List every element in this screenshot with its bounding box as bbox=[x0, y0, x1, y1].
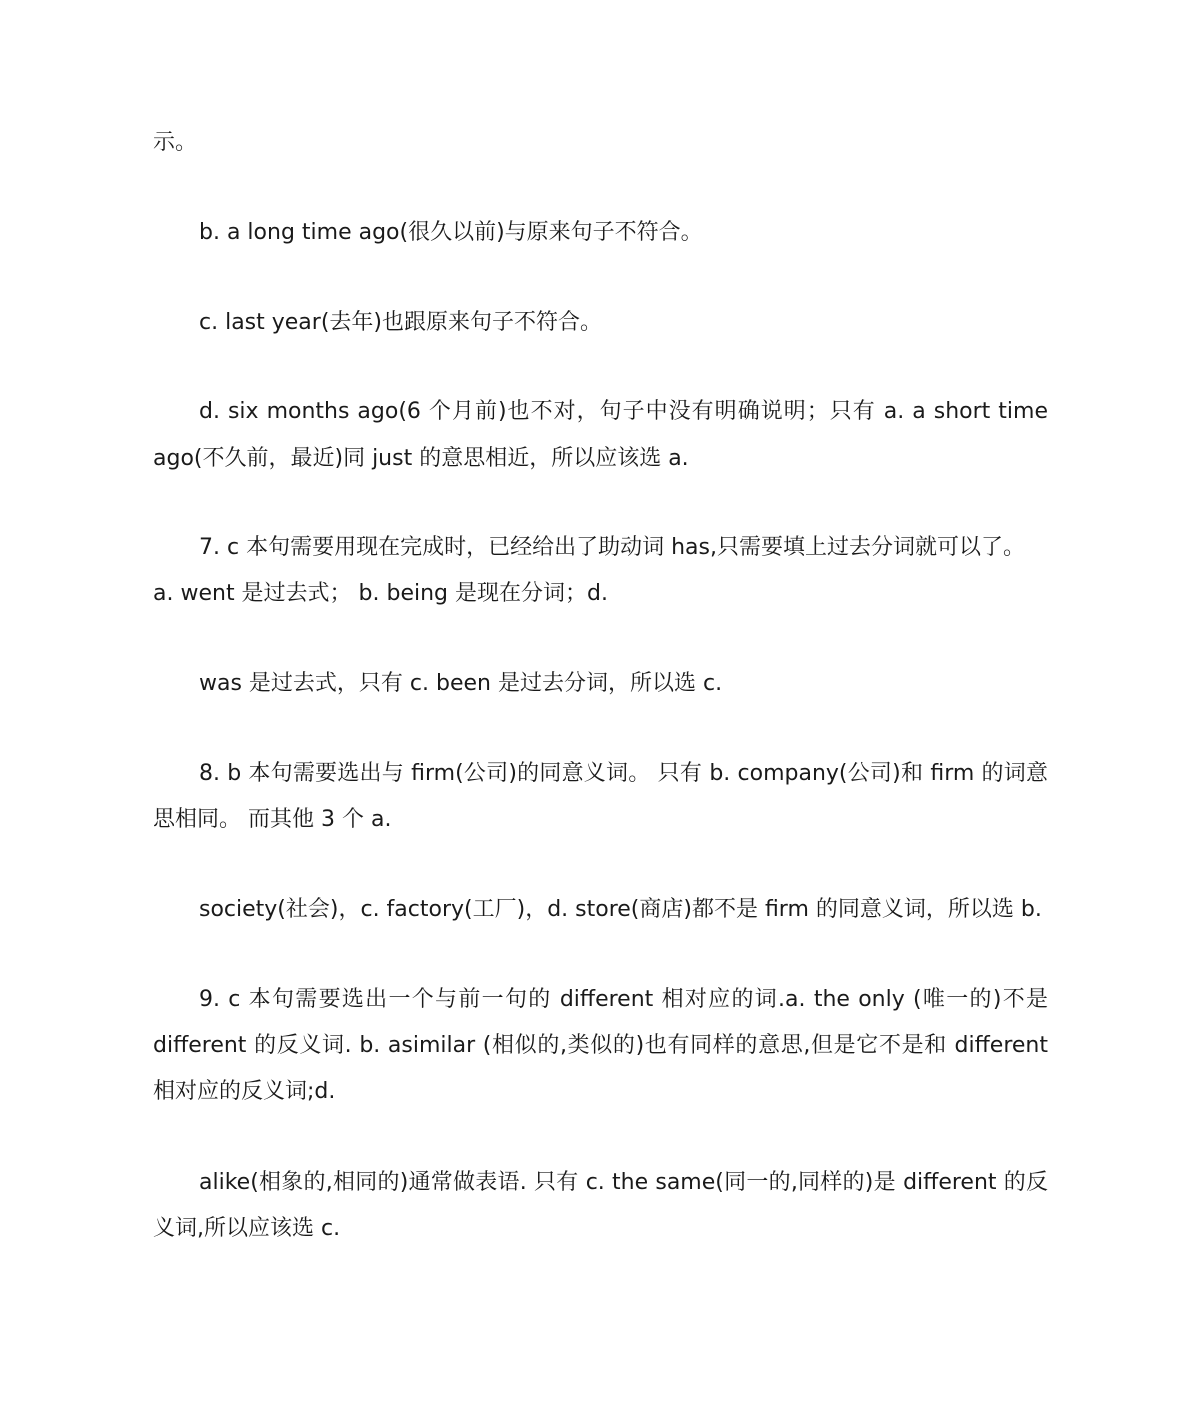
text-line: b. a long time ago(很久以前)与原来句子不符合。 bbox=[199, 220, 703, 245]
text-line: 思相同。 而其他 3 个 a. bbox=[153, 807, 392, 832]
text-line: 义词,所以应该选 c. bbox=[153, 1216, 341, 1241]
text-line: society(社会)，c. factory(工厂)，d. store(商店)都不是 firm 的同意义词，所以选 b. bbox=[199, 897, 1042, 922]
text-line: was 是过去式，只有 c. been 是过去分词，所以选 c. bbox=[199, 671, 723, 696]
text-line: c. last year(去年)也跟原来句子不符合。 bbox=[199, 310, 603, 335]
text-line: alike(相象的,相同的)通常做表语. 只有 c. the same(同一的,同样的)是 different 的反 bbox=[199, 1170, 1048, 1195]
text-line: 7. c 本句需要用现在完成时，已经给出了助动词 has,只需要填上过去分词就可以了。 bbox=[199, 535, 1025, 560]
text-line: 8. b 本句需要选出与 firm(公司)的同意义词。 只有 b. company(公司)和 firm 的词意 bbox=[199, 761, 1048, 786]
text-line: 9. c 本句需要选出一个与前一句的 different 相对应的词.a. the only (唯一的)不是 bbox=[199, 987, 1048, 1012]
text-line: different 的反义词. b. asimilar (相似的,类似的)也有同样的意思,但是它不是和 different bbox=[153, 1033, 1048, 1058]
text-line: 相对应的反义词;d. bbox=[153, 1079, 336, 1104]
text-line: 示。 bbox=[153, 130, 198, 155]
text-line: d. six months ago(6 个月前)也不对，句子中没有明确说明；只有 a. a short time bbox=[199, 399, 1048, 424]
text-line: ago(不久前，最近)同 just 的意思相近，所以应该选 a. bbox=[153, 446, 689, 471]
text-line: a. went 是过去式； b. being 是现在分词；d. bbox=[153, 581, 608, 606]
